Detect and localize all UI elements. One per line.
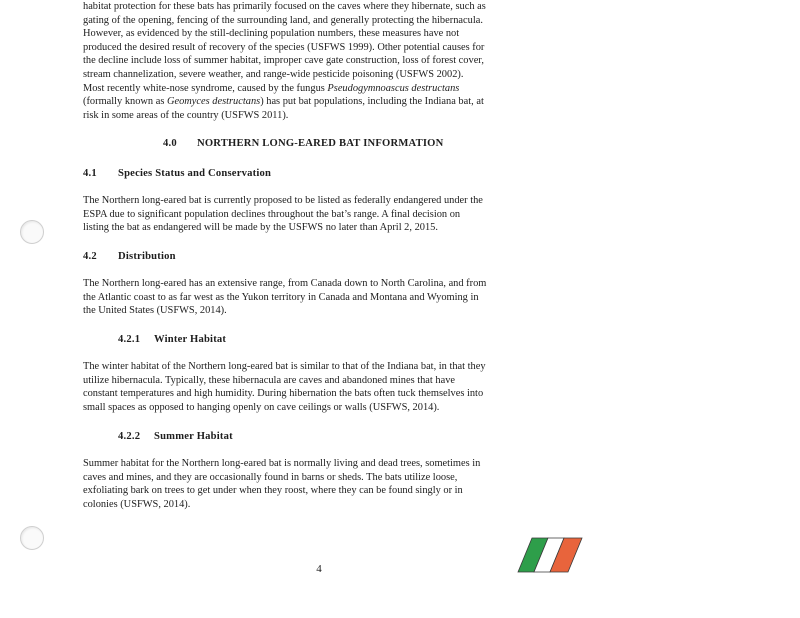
section-number: 4.1 (83, 168, 97, 179)
paragraph-line: utilize hibernacula. Typically, these hibernacula are caves and abandoned mines that have (83, 374, 456, 386)
section-title: NORTHERN LONG-EARED BAT INFORMATION (197, 138, 444, 149)
paragraph-line: Summer habitat for the Northern long-eared bat is normally living and dead trees, sometimes in (83, 458, 481, 469)
section-title: Winter Habitat (154, 334, 227, 345)
punch-hole-icon (20, 220, 44, 244)
paragraph-line: small spaces as opposed to hanging openly on cave ceilings or walls (USFWS, 2014). (83, 401, 440, 413)
fungus-name: Pseudogymnoascus destructans (327, 82, 460, 94)
page-number: 4 (316, 563, 322, 575)
section-heading-4-2-2 (118, 431, 233, 442)
intro-line (83, 95, 553, 109)
fungus-former-name: Geomyces destructans (166, 96, 261, 108)
paragraph-4-2-1 (83, 360, 553, 414)
paragraph-line: colonies (USFWS, 2014). (83, 498, 191, 510)
paragraph-line: the United States (USFWS, 2014). (83, 305, 227, 317)
paragraph-4-2 (83, 277, 553, 318)
paragraph-line: The Northern long-eared has an extensive range, from Canada down to North Carolina, and from (83, 278, 487, 289)
section-number: 4.2.1 (118, 334, 141, 345)
section-number: 4.2.2 (118, 431, 141, 442)
intro-line: habitat protection for these bats has primarily focused on the caves where they hibernate, such as (83, 1, 486, 12)
intro-text: ) has put bat populations, including the Indiana bat, at (260, 96, 484, 108)
section-title: Species Status and Conservation (118, 168, 272, 179)
intro-line: the decline include loss of summer habitat, improper cave gate construction, loss of forest cover, (83, 55, 484, 67)
intro-line: produced the desired result of recovery of the species (USFWS 1999). Other potential causes for (83, 41, 485, 53)
section-heading-4-1 (83, 168, 271, 179)
paragraph-line: constant temperatures and high humidity. During hibernation the bats often tuck themselves into (83, 388, 484, 400)
section-title: Distribution (118, 251, 176, 262)
tricolor-stripes-logo-icon (516, 536, 586, 574)
intro-line: However, as evidenced by the still-declining population numbers, these measures have not (83, 28, 460, 40)
section-title: Summer Habitat (154, 431, 233, 442)
paragraph-line: caves and mines, and they are occasionally found in barns or sheds. The bats utilize loose, (83, 471, 458, 483)
paragraph-line: listing the bat as endangered will be made by the USFWS no later than April 2, 2015. (83, 222, 438, 234)
paragraph-4-1 (83, 194, 553, 235)
intro-paragraph (83, 0, 553, 122)
intro-line: risk in some areas of the country (USFWS 2011). (83, 109, 289, 121)
punch-hole-icon (20, 526, 44, 550)
paragraph-line: the Atlantic coast to as far west as the Yukon territory in Canada and Montana and Wyoming in (83, 291, 479, 303)
intro-line: stream channelization, severe weather, and range-wide pesticide poisoning (USFWS 2002). (83, 68, 464, 80)
section-number: 4.0 (163, 138, 177, 149)
section-heading-4-2-1 (118, 334, 226, 345)
intro-text: Most recently white-nose syndrome, caused by the fungus (83, 82, 328, 94)
paragraph-line: The winter habitat of the Northern long-eared bat is similar to that of the Indiana bat, in that they (83, 361, 486, 372)
intro-line (83, 82, 553, 96)
section-number: 4.2 (83, 251, 97, 262)
section-heading-4-0 (163, 138, 443, 149)
paragraph-line: exfoliating bark on trees to get under when they roost, where they can be found singly or in (83, 485, 463, 497)
paragraph-line: The Northern long-eared bat is currently proposed to be listed as federally endangered under the (83, 195, 483, 206)
intro-text: (formally known as (83, 96, 167, 108)
section-heading-4-2 (83, 251, 176, 262)
paragraph-line: ESPA due to significant population declines throughout the bat’s range. A final decision on (83, 208, 461, 220)
intro-line: gating of the opening, fencing of the surrounding land, and generally protecting the hibernacula. (83, 14, 483, 26)
paragraph-4-2-2 (83, 457, 553, 511)
